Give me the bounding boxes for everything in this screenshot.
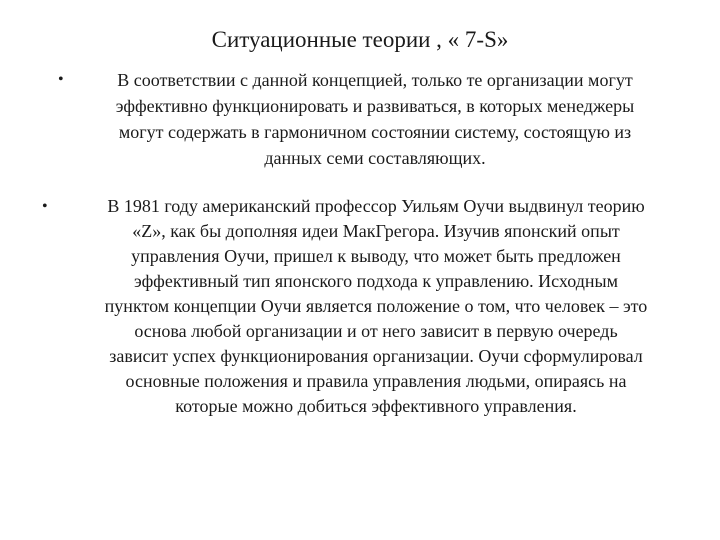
paragraph-line: эффективно функционировать и развиваться, в которых менеджеры bbox=[115, 96, 635, 116]
paragraph-line: основные положения и правила управления людьми, опираясь на bbox=[125, 371, 627, 391]
paragraph-line: могут содержать в гармоничном состоянии систему, состоящую из bbox=[118, 122, 632, 142]
paragraph-line: данных семи составляющих. bbox=[264, 148, 486, 168]
paragraph-line: «Z», как бы дополняя идеи МакГрегора. Изучив японский опыт bbox=[132, 221, 620, 241]
slide-title: Ситуационные теории , « 7-S» bbox=[211, 27, 509, 52]
paragraph-line: пунктом концепции Оучи является положение о том, что человек – это bbox=[104, 296, 648, 316]
bullet-icon: • bbox=[58, 71, 64, 88]
paragraph-line: основа любой организации и от него зависит в первую очередь bbox=[134, 321, 618, 341]
bullet-paragraph-2 bbox=[42, 194, 686, 419]
paragraph-line: управления Оучи, пришел к выводу, что может быть предложен bbox=[131, 246, 621, 266]
bullet-paragraph-1 bbox=[58, 67, 670, 171]
paragraph-line: В соответствии с данной концепцией, только те организации могут bbox=[117, 70, 633, 90]
paragraph-line: которые можно добиться эффективного управления. bbox=[175, 396, 577, 416]
bullet-icon: • bbox=[42, 198, 48, 215]
paragraph-line: зависит успех функционирования организации. Оучи сформулировал bbox=[109, 346, 643, 366]
paragraph-line: В 1981 году американский профессор Уильям Оучи выдвинул теорию bbox=[107, 196, 645, 216]
paragraph-line: эффективный тип японского подхода к управлению. Исходным bbox=[134, 271, 618, 291]
